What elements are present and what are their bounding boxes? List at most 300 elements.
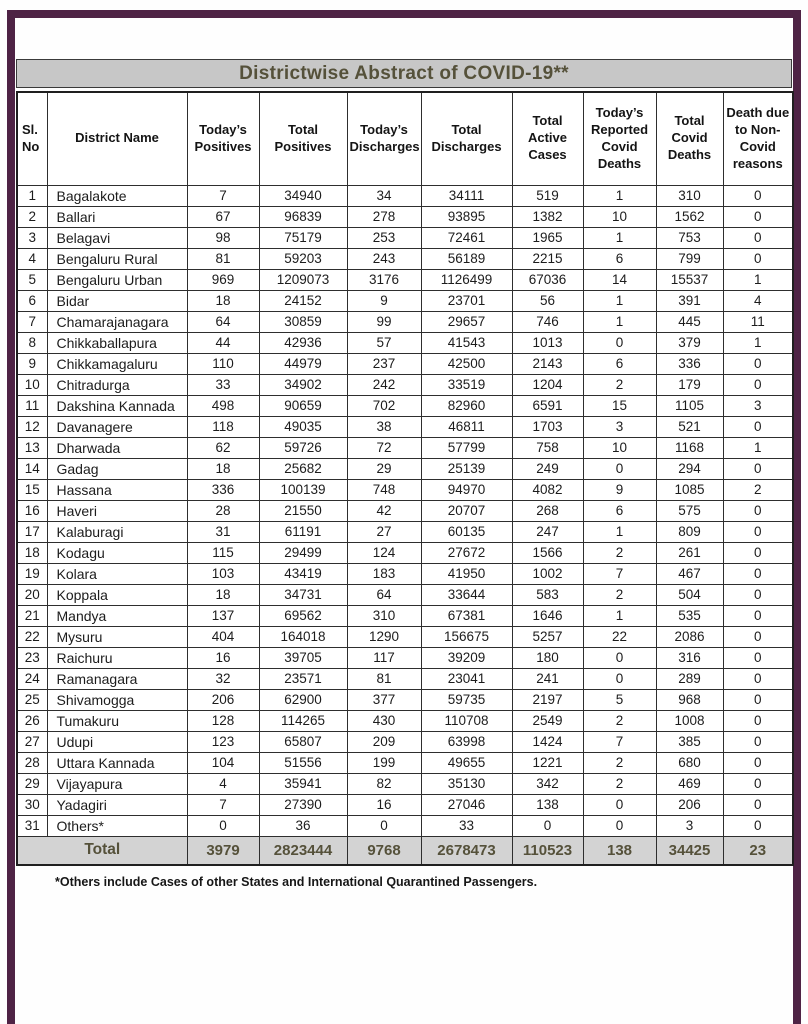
page-title: Districtwise Abstract of COVID-19** (239, 62, 569, 84)
cell-total-positives: 27390 (259, 794, 347, 815)
cell-total-active-cases: 6591 (512, 395, 583, 416)
cell-todays-discharges: 29 (347, 458, 421, 479)
col-header-todays-discharges: Today’s Discharges (347, 92, 421, 185)
cell-total-discharges: 94970 (421, 479, 512, 500)
cell-district-name: Vijayapura (47, 773, 187, 794)
cell-sl-no: 9 (17, 353, 47, 374)
cell-todays-positives: 123 (187, 731, 259, 752)
cell-total-active-cases: 583 (512, 584, 583, 605)
cell-total-discharges: 42500 (421, 353, 512, 374)
cell-todays-positives: 18 (187, 584, 259, 605)
cell-sl-no: 11 (17, 395, 47, 416)
cell-total-positives: 34731 (259, 584, 347, 605)
table-row (17, 227, 793, 248)
cell-death-non-covid: 0 (723, 500, 793, 521)
table-row (17, 710, 793, 731)
cell-todays-reported-covid-deaths: 9 (583, 479, 656, 500)
cell-todays-discharges: 702 (347, 395, 421, 416)
cell-total-active-cases: 519 (512, 185, 583, 206)
cell-todays-positives: 67 (187, 206, 259, 227)
cell-total-active-cases: 1424 (512, 731, 583, 752)
table-row (17, 206, 793, 227)
cell-todays-reported-covid-deaths: 6 (583, 500, 656, 521)
cell-todays-reported-covid-deaths: 1 (583, 311, 656, 332)
cell-death-non-covid: 0 (723, 605, 793, 626)
cell-death-non-covid: 0 (723, 248, 793, 269)
total-row (17, 836, 793, 865)
cell-total-discharges: 46811 (421, 416, 512, 437)
cell-total-active-cases: 2197 (512, 689, 583, 710)
cell-todays-reported-covid-deaths: 7 (583, 731, 656, 752)
cell-total-active-cases: 4082 (512, 479, 583, 500)
cell-total-active-cases: 1382 (512, 206, 583, 227)
cell-district-name: Kolara (47, 563, 187, 584)
table-row (17, 626, 793, 647)
table-row (17, 794, 793, 815)
cell-total-discharges: 57799 (421, 437, 512, 458)
cell-todays-discharges: 42 (347, 500, 421, 521)
cell-sl-no: 26 (17, 710, 47, 731)
cell-total-covid-deaths: 1105 (656, 395, 723, 416)
cell-death-non-covid: 0 (723, 542, 793, 563)
cell-todays-positives: 81 (187, 248, 259, 269)
cell-district-name: Bengaluru Rural (47, 248, 187, 269)
cell-sl-no: 12 (17, 416, 47, 437)
cell-total-active-cases: 342 (512, 773, 583, 794)
cell-death-non-covid: 0 (723, 752, 793, 773)
cell-total-covid-deaths: 753 (656, 227, 723, 248)
total-reported-covid-deaths: 138 (583, 836, 656, 865)
cell-todays-reported-covid-deaths: 2 (583, 710, 656, 731)
cell-todays-reported-covid-deaths: 22 (583, 626, 656, 647)
cell-todays-reported-covid-deaths: 0 (583, 458, 656, 479)
cell-total-positives: 75179 (259, 227, 347, 248)
total-todays-positives: 3979 (187, 836, 259, 865)
cell-total-discharges: 110708 (421, 710, 512, 731)
cell-district-name: Kalaburagi (47, 521, 187, 542)
cell-total-covid-deaths: 469 (656, 773, 723, 794)
cell-district-name: Bidar (47, 290, 187, 311)
col-header-total-positives: Total Positives (259, 92, 347, 185)
cell-district-name: Gadag (47, 458, 187, 479)
cell-sl-no: 27 (17, 731, 47, 752)
cell-district-name: Hassana (47, 479, 187, 500)
cell-total-active-cases: 1013 (512, 332, 583, 353)
cell-todays-reported-covid-deaths: 1 (583, 227, 656, 248)
cell-todays-positives: 62 (187, 437, 259, 458)
cell-death-non-covid: 0 (723, 458, 793, 479)
col-header-total-covid-deaths: Total Covid Deaths (656, 92, 723, 185)
cell-total-discharges: 33 (421, 815, 512, 836)
cell-total-positives: 34902 (259, 374, 347, 395)
cell-total-discharges: 63998 (421, 731, 512, 752)
cell-total-covid-deaths: 504 (656, 584, 723, 605)
col-header-sl-no: Sl. No (17, 92, 47, 185)
table-row (17, 752, 793, 773)
cell-total-positives: 39705 (259, 647, 347, 668)
cell-death-non-covid: 4 (723, 290, 793, 311)
table-row (17, 731, 793, 752)
cell-total-positives: 30859 (259, 311, 347, 332)
cell-sl-no: 8 (17, 332, 47, 353)
cell-total-positives: 59726 (259, 437, 347, 458)
cell-todays-discharges: 72 (347, 437, 421, 458)
cell-total-discharges: 20707 (421, 500, 512, 521)
cell-district-name: Mysuru (47, 626, 187, 647)
cell-todays-reported-covid-deaths: 2 (583, 773, 656, 794)
cell-todays-discharges: 237 (347, 353, 421, 374)
col-header-district-name: District Name (47, 92, 187, 185)
cell-total-active-cases: 180 (512, 647, 583, 668)
cell-total-discharges: 27046 (421, 794, 512, 815)
cell-todays-positives: 33 (187, 374, 259, 395)
cell-total-covid-deaths: 310 (656, 185, 723, 206)
cell-todays-positives: 115 (187, 542, 259, 563)
cell-total-active-cases: 0 (512, 815, 583, 836)
cell-district-name: Haveri (47, 500, 187, 521)
cell-todays-positives: 128 (187, 710, 259, 731)
cell-todays-discharges: 82 (347, 773, 421, 794)
table-row (17, 374, 793, 395)
cell-total-covid-deaths: 680 (656, 752, 723, 773)
cell-todays-positives: 7 (187, 185, 259, 206)
cell-total-discharges: 29657 (421, 311, 512, 332)
cell-todays-reported-covid-deaths: 15 (583, 395, 656, 416)
cell-todays-discharges: 253 (347, 227, 421, 248)
cell-todays-positives: 16 (187, 647, 259, 668)
cell-total-active-cases: 1221 (512, 752, 583, 773)
table-body (17, 185, 793, 836)
cell-todays-reported-covid-deaths: 10 (583, 437, 656, 458)
table-row (17, 647, 793, 668)
cell-todays-discharges: 199 (347, 752, 421, 773)
cell-total-discharges: 93895 (421, 206, 512, 227)
table-row (17, 668, 793, 689)
cell-death-non-covid: 1 (723, 332, 793, 353)
cell-death-non-covid: 1 (723, 437, 793, 458)
table-row (17, 542, 793, 563)
cell-sl-no: 4 (17, 248, 47, 269)
cell-todays-positives: 336 (187, 479, 259, 500)
cell-district-name: Davanagere (47, 416, 187, 437)
cell-district-name: Dharwada (47, 437, 187, 458)
table-row (17, 584, 793, 605)
cell-total-positives: 1209073 (259, 269, 347, 290)
cell-death-non-covid: 1 (723, 269, 793, 290)
cell-total-positives: 29499 (259, 542, 347, 563)
cell-total-covid-deaths: 15537 (656, 269, 723, 290)
cell-district-name: Raichuru (47, 647, 187, 668)
cell-total-covid-deaths: 467 (656, 563, 723, 584)
cell-todays-positives: 969 (187, 269, 259, 290)
cell-todays-positives: 64 (187, 311, 259, 332)
cell-total-covid-deaths: 1085 (656, 479, 723, 500)
cell-death-non-covid: 0 (723, 563, 793, 584)
cell-total-active-cases: 241 (512, 668, 583, 689)
cell-total-covid-deaths: 294 (656, 458, 723, 479)
cell-total-active-cases: 1566 (512, 542, 583, 563)
cell-todays-discharges: 124 (347, 542, 421, 563)
cell-todays-discharges: 278 (347, 206, 421, 227)
cell-todays-reported-covid-deaths: 14 (583, 269, 656, 290)
cell-district-name: Tumakuru (47, 710, 187, 731)
cell-death-non-covid: 0 (723, 647, 793, 668)
cell-total-discharges: 33644 (421, 584, 512, 605)
cell-total-positives: 36 (259, 815, 347, 836)
cell-todays-discharges: 1290 (347, 626, 421, 647)
cell-total-positives: 49035 (259, 416, 347, 437)
cell-district-name: Mandya (47, 605, 187, 626)
cell-total-active-cases: 746 (512, 311, 583, 332)
table-row (17, 773, 793, 794)
col-header-death-non-covid: Death due to Non-Covid reasons (723, 92, 793, 185)
cell-todays-reported-covid-deaths: 2 (583, 374, 656, 395)
cell-total-discharges: 41543 (421, 332, 512, 353)
cell-death-non-covid: 0 (723, 584, 793, 605)
cell-total-active-cases: 56 (512, 290, 583, 311)
cell-total-positives: 21550 (259, 500, 347, 521)
cell-todays-discharges: 183 (347, 563, 421, 584)
cell-district-name: Chamarajanagara (47, 311, 187, 332)
cell-sl-no: 21 (17, 605, 47, 626)
cell-total-discharges: 60135 (421, 521, 512, 542)
cell-total-active-cases: 5257 (512, 626, 583, 647)
cell-total-covid-deaths: 261 (656, 542, 723, 563)
table-row (17, 353, 793, 374)
cell-todays-discharges: 81 (347, 668, 421, 689)
total-active-cases: 110523 (512, 836, 583, 865)
cell-district-name: Dakshina Kannada (47, 395, 187, 416)
cell-todays-positives: 28 (187, 500, 259, 521)
cell-todays-reported-covid-deaths: 0 (583, 332, 656, 353)
cell-sl-no: 17 (17, 521, 47, 542)
cell-todays-reported-covid-deaths: 0 (583, 815, 656, 836)
total-todays-discharges: 9768 (347, 836, 421, 865)
cell-total-covid-deaths: 336 (656, 353, 723, 374)
cell-total-positives: 35941 (259, 773, 347, 794)
table-row (17, 458, 793, 479)
cell-todays-positives: 98 (187, 227, 259, 248)
cell-sl-no: 6 (17, 290, 47, 311)
cell-total-positives: 42936 (259, 332, 347, 353)
cell-todays-reported-covid-deaths: 0 (583, 668, 656, 689)
cell-death-non-covid: 0 (723, 689, 793, 710)
cell-todays-discharges: 27 (347, 521, 421, 542)
cell-todays-positives: 110 (187, 353, 259, 374)
cell-todays-positives: 7 (187, 794, 259, 815)
cell-total-covid-deaths: 575 (656, 500, 723, 521)
cell-total-positives: 43419 (259, 563, 347, 584)
cell-total-positives: 65807 (259, 731, 347, 752)
cell-total-positives: 23571 (259, 668, 347, 689)
cell-todays-reported-covid-deaths: 6 (583, 353, 656, 374)
cell-sl-no: 10 (17, 374, 47, 395)
cell-death-non-covid: 2 (723, 479, 793, 500)
cell-total-active-cases: 247 (512, 521, 583, 542)
cell-todays-positives: 137 (187, 605, 259, 626)
cell-todays-discharges: 34 (347, 185, 421, 206)
cell-total-active-cases: 1965 (512, 227, 583, 248)
cell-todays-discharges: 310 (347, 605, 421, 626)
cell-total-active-cases: 1002 (512, 563, 583, 584)
cell-district-name: Others* (47, 815, 187, 836)
cell-todays-positives: 206 (187, 689, 259, 710)
cell-todays-positives: 44 (187, 332, 259, 353)
cell-sl-no: 24 (17, 668, 47, 689)
cell-total-discharges: 34111 (421, 185, 512, 206)
cell-death-non-covid: 0 (723, 773, 793, 794)
cell-total-positives: 69562 (259, 605, 347, 626)
col-header-total-active-cases: Total Active Cases (512, 92, 583, 185)
cell-total-discharges: 72461 (421, 227, 512, 248)
cell-todays-discharges: 117 (347, 647, 421, 668)
cell-todays-reported-covid-deaths: 2 (583, 752, 656, 773)
cell-total-active-cases: 138 (512, 794, 583, 815)
cell-todays-discharges: 430 (347, 710, 421, 731)
cell-sl-no: 1 (17, 185, 47, 206)
cell-todays-reported-covid-deaths: 5 (583, 689, 656, 710)
table-row (17, 521, 793, 542)
cell-total-discharges: 41950 (421, 563, 512, 584)
table-row (17, 269, 793, 290)
report-page (16, 18, 792, 889)
table-row (17, 437, 793, 458)
cell-total-active-cases: 1204 (512, 374, 583, 395)
cell-death-non-covid: 0 (723, 374, 793, 395)
cell-todays-discharges: 748 (347, 479, 421, 500)
cell-todays-discharges: 57 (347, 332, 421, 353)
total-covid-deaths: 34425 (656, 836, 723, 865)
cell-death-non-covid: 0 (723, 815, 793, 836)
cell-todays-discharges: 3176 (347, 269, 421, 290)
cell-todays-reported-covid-deaths: 3 (583, 416, 656, 437)
table-row (17, 395, 793, 416)
cell-todays-reported-covid-deaths: 7 (583, 563, 656, 584)
cell-total-discharges: 56189 (421, 248, 512, 269)
cell-total-covid-deaths: 3 (656, 815, 723, 836)
cell-total-positives: 164018 (259, 626, 347, 647)
cell-total-covid-deaths: 179 (656, 374, 723, 395)
cell-death-non-covid: 0 (723, 227, 793, 248)
cell-total-covid-deaths: 391 (656, 290, 723, 311)
cell-total-active-cases: 249 (512, 458, 583, 479)
cell-todays-discharges: 16 (347, 794, 421, 815)
report-title-bar (16, 59, 792, 88)
cell-todays-discharges: 242 (347, 374, 421, 395)
cell-total-covid-deaths: 521 (656, 416, 723, 437)
cell-district-name: Belagavi (47, 227, 187, 248)
cell-total-covid-deaths: 1168 (656, 437, 723, 458)
cell-todays-discharges: 9 (347, 290, 421, 311)
cell-district-name: Koppala (47, 584, 187, 605)
cell-death-non-covid: 3 (723, 395, 793, 416)
cell-todays-reported-covid-deaths: 0 (583, 794, 656, 815)
cell-total-covid-deaths: 1008 (656, 710, 723, 731)
cell-district-name: Ramanagara (47, 668, 187, 689)
col-header-todays-reported-covid-deaths: Today’s Reported Covid Deaths (583, 92, 656, 185)
cell-district-name: Chikkaballapura (47, 332, 187, 353)
cell-todays-positives: 498 (187, 395, 259, 416)
cell-todays-reported-covid-deaths: 10 (583, 206, 656, 227)
table-row (17, 479, 793, 500)
cell-todays-reported-covid-deaths: 1 (583, 290, 656, 311)
cell-todays-discharges: 38 (347, 416, 421, 437)
cell-district-name: Kodagu (47, 542, 187, 563)
cell-todays-reported-covid-deaths: 1 (583, 521, 656, 542)
cell-district-name: Bagalakote (47, 185, 187, 206)
cell-total-covid-deaths: 385 (656, 731, 723, 752)
cell-total-discharges: 25139 (421, 458, 512, 479)
cell-total-active-cases: 2215 (512, 248, 583, 269)
cell-total-covid-deaths: 1562 (656, 206, 723, 227)
cell-death-non-covid: 0 (723, 668, 793, 689)
cell-total-positives: 51556 (259, 752, 347, 773)
table-row (17, 311, 793, 332)
cell-total-active-cases: 2143 (512, 353, 583, 374)
cell-todays-positives: 4 (187, 773, 259, 794)
cell-sl-no: 2 (17, 206, 47, 227)
cell-total-discharges: 39209 (421, 647, 512, 668)
table-row (17, 815, 793, 836)
cell-death-non-covid: 0 (723, 353, 793, 374)
table-header-row (17, 92, 793, 185)
cell-todays-positives: 31 (187, 521, 259, 542)
cell-todays-discharges: 243 (347, 248, 421, 269)
cell-district-name: Uttara Kannada (47, 752, 187, 773)
cell-todays-positives: 0 (187, 815, 259, 836)
cell-district-name: Chitradurga (47, 374, 187, 395)
cell-total-discharges: 59735 (421, 689, 512, 710)
cell-sl-no: 28 (17, 752, 47, 773)
cell-total-active-cases: 758 (512, 437, 583, 458)
cell-total-covid-deaths: 379 (656, 332, 723, 353)
cell-death-non-covid: 0 (723, 185, 793, 206)
cell-total-discharges: 1126499 (421, 269, 512, 290)
cell-todays-positives: 118 (187, 416, 259, 437)
cell-total-positives: 59203 (259, 248, 347, 269)
cell-total-positives: 24152 (259, 290, 347, 311)
cell-total-positives: 100139 (259, 479, 347, 500)
cell-sl-no: 5 (17, 269, 47, 290)
cell-district-name: Yadagiri (47, 794, 187, 815)
cell-sl-no: 19 (17, 563, 47, 584)
cell-todays-positives: 18 (187, 458, 259, 479)
cell-todays-reported-covid-deaths: 2 (583, 542, 656, 563)
cell-total-active-cases: 2549 (512, 710, 583, 731)
cell-total-discharges: 23041 (421, 668, 512, 689)
table-row (17, 290, 793, 311)
cell-total-covid-deaths: 289 (656, 668, 723, 689)
cell-todays-discharges: 377 (347, 689, 421, 710)
cell-total-active-cases: 67036 (512, 269, 583, 290)
cell-total-positives: 25682 (259, 458, 347, 479)
cell-todays-discharges: 209 (347, 731, 421, 752)
cell-sl-no: 20 (17, 584, 47, 605)
cell-sl-no: 14 (17, 458, 47, 479)
cell-total-positives: 114265 (259, 710, 347, 731)
cell-total-covid-deaths: 968 (656, 689, 723, 710)
cell-total-active-cases: 1703 (512, 416, 583, 437)
cell-sl-no: 23 (17, 647, 47, 668)
cell-todays-discharges: 64 (347, 584, 421, 605)
cell-sl-no: 18 (17, 542, 47, 563)
cell-sl-no: 3 (17, 227, 47, 248)
cell-total-covid-deaths: 2086 (656, 626, 723, 647)
table-row (17, 605, 793, 626)
table-row (17, 248, 793, 269)
cell-total-discharges: 23701 (421, 290, 512, 311)
cell-sl-no: 16 (17, 500, 47, 521)
